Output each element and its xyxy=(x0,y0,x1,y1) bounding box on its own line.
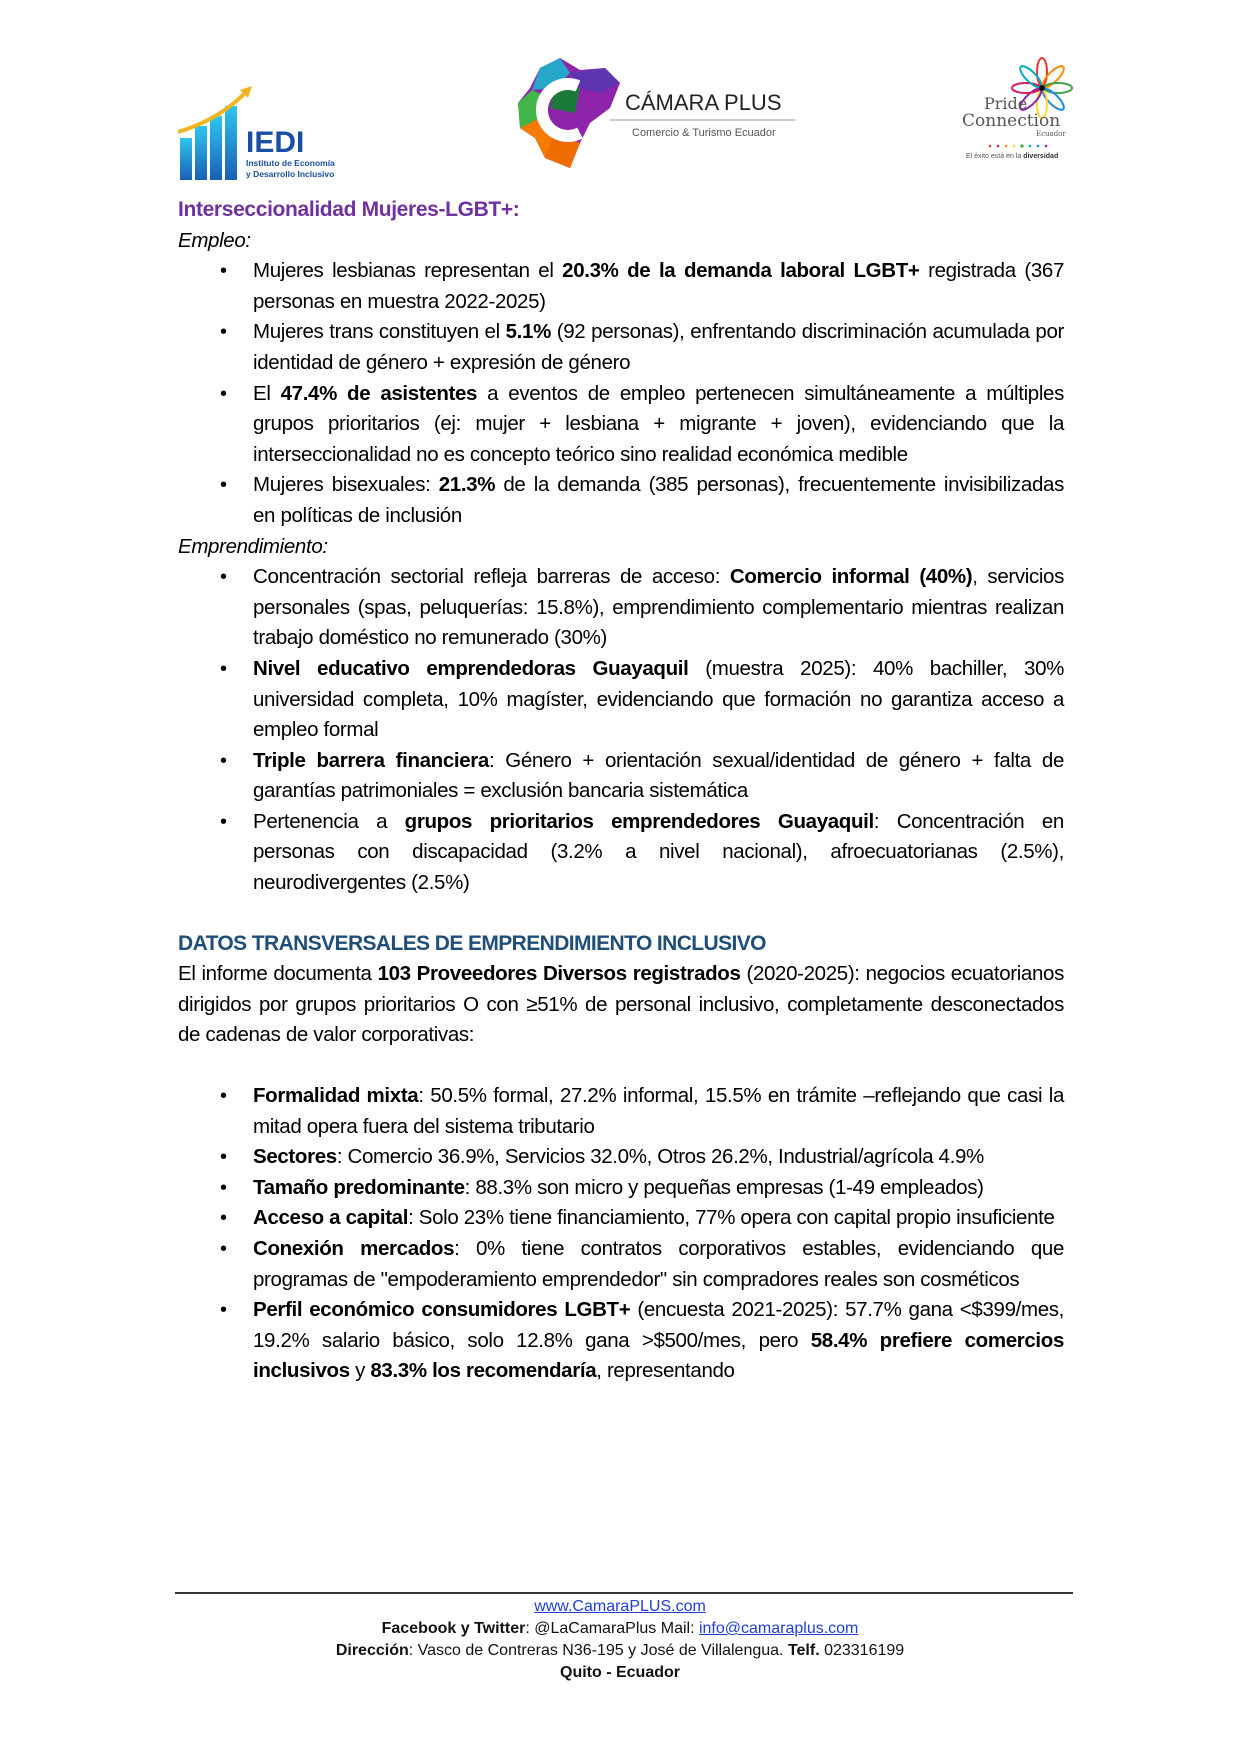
list-item: • Mujeres bisexuales: 21.3% de la demanda (385 personas), frecuentemente invisibilizadas en políticas de inclusión xyxy=(178,470,1064,531)
pride-connection-logo xyxy=(950,54,1080,166)
pride-star-icon xyxy=(950,54,1080,166)
ecuador-map-icon xyxy=(510,48,800,178)
list-item: • Conexión mercados: 0% tiene contratos corporativos estables, evidenciando que programas de "empoderamiento emprendedor" sin compradores reales son cosméticos xyxy=(178,1234,1064,1295)
list-item: • Triple barrera financiera: Género + orientación sexual/identidad de género + falta de garantías patrimoniales = exclusión bancaria sistemática xyxy=(178,746,1064,807)
social-label: Facebook y Twitter xyxy=(381,1620,526,1637)
svg-text:y Desarrollo Inclusivo: y Desarrollo Inclusivo xyxy=(246,169,335,179)
city-label: Quito - Ecuador xyxy=(560,1664,680,1681)
list-item: • Sectores: Comercio 36.9%, Servicios 32.0%, Otros 26.2%, Industrial/agrícola 4.9% xyxy=(178,1142,1064,1173)
website-link[interactable]: www.CamaraPLUS.com xyxy=(534,1598,706,1615)
list-item: • El 47.4% de asistentes a eventos de empleo pertenecen simultáneamente a múltiples grupos prioritarios (ej: mujer + lesbiana + migrante + joven), evidenciando que la interseccionalidad no es concepto teórico sino realidad económica medible xyxy=(178,379,1064,471)
color-dots xyxy=(989,144,1048,147)
subheading-empleo: Empleo: xyxy=(178,228,251,252)
subheading-emprendimiento: Emprendimiento: xyxy=(178,534,328,558)
camara-plus-logo xyxy=(510,48,800,178)
list-item: • Acceso a capital: Solo 23% tiene financiamiento, 77% opera con capital propio insuficiente xyxy=(178,1203,1064,1234)
spacer xyxy=(178,899,1064,929)
empleo-list xyxy=(178,256,1064,531)
svg-text:CÁMARA PLUS: CÁMARA PLUS xyxy=(625,90,782,115)
list-item: • Pertenencia a grupos prioritarios emprendedores Guayaquil: Concentración en personas con discapacidad (3.2% a nivel nacional), afroecuatorianas (2.5%), neurodivergentes (2.5%) xyxy=(178,807,1064,899)
list-item: • Concentración sectorial refleja barreras de acceso: Comercio informal (40%), servicios personales (spas, peluquerías: 15.8%), emprendimiento complementario mientras realizan trabajo doméstico no remunerado (30%) xyxy=(178,562,1064,654)
email-link[interactable]: info@camaraplus.com xyxy=(698,1620,859,1637)
svg-text:Connection: Connection xyxy=(962,111,1061,131)
svg-text:Comercio & Turismo Ecuador: Comercio & Turismo Ecuador xyxy=(632,127,776,139)
svg-text:Pride: Pride xyxy=(984,94,1028,113)
svg-text:IEDI: IEDI xyxy=(246,126,305,159)
section-title-datos-transversales: DATOS TRANSVERSALES DE EMPRENDIMIENTO INCLUSIVO xyxy=(178,931,766,955)
svg-text:El éxito está en la diversidad: El éxito está en la diversidad xyxy=(966,153,1059,160)
svg-text:Instituto de Economía: Instituto de Economía xyxy=(246,158,335,168)
spacer xyxy=(178,1051,1064,1081)
document-body xyxy=(178,195,1064,1387)
list-item: • Tamaño predominante: 88.3% son micro y pequeñas empresas (1-49 empleados) xyxy=(178,1173,1064,1204)
iedi-bars-icon xyxy=(178,80,338,190)
section-title-interseccionalidad: Interseccionalidad Mujeres-LGBT+: xyxy=(178,198,520,221)
datos-list xyxy=(178,1081,1064,1387)
page-header xyxy=(0,40,1240,179)
intro-paragraph: El informe documenta 103 Proveedores Diversos registrados (2020-2025): negocios ecuatorianos dirigidos por grupos prioritarios O con ≥51% de personal inclusivo, completamente desconectados de cadenas de valor corporativas: xyxy=(178,962,1064,1047)
list-item: • Nivel educativo emprendedoras Guayaquil (muestra 2025): 40% bachiller, 30% universidad completa, 10% magíster, evidenciando que formación no garantiza acceso a empleo formal xyxy=(178,654,1064,746)
list-item: • Formalidad mixta: 50.5% formal, 27.2% informal, 15.5% en trámite –reflejando que casi la mitad opera fuera del sistema tributario xyxy=(178,1081,1064,1142)
list-item: • Mujeres lesbianas representan el 20.3% de la demanda laboral LGBT+ registrada (367 personas en muestra 2022-2025) xyxy=(178,256,1064,317)
page-footer: www.CamaraPLUS.com Facebook y Twitter: @LaCamaraPlus Mail: info@camaraplus.com Dirección: Vasco de Contreras N36-195 y José de Villalengua. Telf. 023316199 Quito - Ecuador xyxy=(0,1596,1240,1684)
list-item: • Perfil económico consumidores LGBT+ (encuesta 2021-2025): 57.7% gana <$399/mes, 19.2% salario básico, solo 12.8% gana >$500/mes, pero 58.4% prefiere comercios inclusivos y 83.3% los recomendaría, representando xyxy=(178,1295,1064,1387)
emprendimiento-list xyxy=(178,562,1064,899)
footer-divider xyxy=(175,1592,1073,1594)
iedi-logo xyxy=(178,80,338,190)
address-label: Dirección xyxy=(335,1642,409,1659)
list-item: • Mujeres trans constituyen el 5.1% (92 personas), enfrentando discriminación acumulada por identidad de género + expresión de género xyxy=(178,317,1064,378)
svg-text:Ecuador: Ecuador xyxy=(1036,130,1066,138)
